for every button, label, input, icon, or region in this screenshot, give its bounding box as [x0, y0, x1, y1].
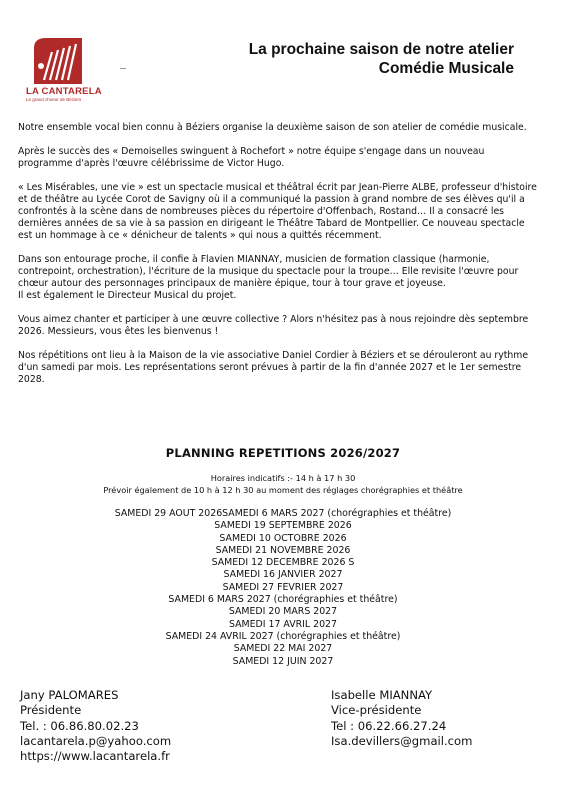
date-item: SAMEDI 6 MARS 2027 (chorégraphies et théâtre) — [168, 594, 398, 606]
contact-phone: Tel. : 06.86.80.02.23 — [20, 718, 139, 733]
date-item: SAMEDI 12 JUIN 2027 — [232, 655, 334, 667]
contact-president — [20, 688, 171, 764]
body-text — [18, 122, 540, 398]
hours-line: Horaires indicatifs :- 14 h à 17 h 30 — [210, 473, 356, 483]
divider — [120, 68, 126, 69]
page-title — [249, 40, 514, 78]
rehearsal-dates — [0, 508, 566, 668]
paragraph-composer — [18, 254, 540, 302]
paragraph-intro: Notre ensemble vocal bien connu à Béziers organise la deuxième saison de son atelier de comédie musicale. — [18, 122, 527, 133]
paragraph-author: « Les Misérables, une vie » est un spectacle musical et théâtral écrit par Jean-Pierre ALBE, professeur d'histoire et de théâtre au Lycée Corot de Savigny où il a communiqué la passion à grand nombre de ses élèves qu'il a confrontés à la scène dans de nombreuses pièces du répertoire d'Offenbach, Rostand… Il a consacré les dernières années de sa vie à sa passion en dirigeant le Théâtre Tabard de Montpellier. Ce nouveau spectacle est un hommage à ce « dénicheur de talents » qui nous a quittés récemment. — [18, 182, 537, 241]
date-item: SAMEDI 27 FEVRIER 2027 — [222, 581, 344, 593]
title-line-1: La prochaine saison de notre atelier — [248, 41, 514, 58]
cantarela-logo-mark — [30, 36, 82, 84]
date-item: SAMEDI 22 MAI 2027 — [233, 643, 333, 655]
contact-vice-president — [331, 688, 472, 749]
date-item: SAMEDI 24 AVRIL 2027 (chorégraphies et théâtre) — [165, 630, 401, 642]
date-item: SAMEDI 21 NOVEMBRE 2026 — [215, 544, 351, 556]
date-item: SAMEDI 10 OCTOBRE 2026 — [219, 532, 347, 544]
contact-email: lacantarela.p@yahoo.com — [20, 733, 172, 748]
planning-title: PLANNING REPETITIONS 2026/2027 — [165, 446, 401, 460]
paragraph-composer-director: Il est également le Directeur Musical du projet. — [18, 290, 237, 301]
paragraph-invitation: Vous aimez chanter et participer à une œuvre collective ? Alors n'hésitez pas à nous rejoindre dès septembre 2026. Messieurs, vous êtes les bienvenus ! — [18, 314, 529, 337]
date-item: SAMEDI 29 AOUT 2026SAMEDI 6 MARS 2027 (chorégraphies et théâtre) — [114, 508, 452, 519]
date-item: SAMEDI 19 SEPTEMBRE 2026 — [214, 520, 352, 532]
title-line-2: Comédie Musicale — [378, 60, 514, 77]
date-item: SAMEDI 17 AVRIL 2027 — [229, 618, 337, 630]
logo-name: LA CANTARELA — [26, 86, 102, 97]
planning-section — [0, 446, 566, 668]
contact-website: https://www.lacantarela.fr — [20, 749, 170, 764]
contact-name: Jany PALOMARES — [20, 688, 119, 702]
contact-role: Vice-présidente — [331, 703, 422, 718]
contact-phone: Tel : 06.22.66.27.24 — [331, 718, 447, 733]
date-item: SAMEDI 16 JANVIER 2027 — [223, 569, 343, 581]
planning-hours — [0, 472, 566, 496]
contact-role: Présidente — [20, 703, 82, 718]
logo-subtitle: Le grand choeur de Béziers — [26, 97, 82, 102]
date-item: SAMEDI 20 MARS 2027 — [228, 606, 338, 618]
date-item: SAMEDI 12 DECEMBRE 2026 S — [211, 557, 355, 569]
contact-name: Isabelle MIANNAY — [331, 688, 433, 702]
paragraph-previous-show: Après le succès des « Demoiselles swinguent à Rochefort » notre équipe s'engage dans un nouveau programme d'après l'œuvre célébrissime de Victor Hugo. — [18, 146, 485, 169]
paragraph-composer-text: Dans son entourage proche, il confie à Flavien MIANNAY, musicien de formation classique (harmonie, contrepoint, orchestration), l'écriture de la musique du spectacle pour la troupe… Elle revisite l'œuvre pour chœur autour des personnages principaux de manière épique, tour à tour grave et joyeuse. — [18, 254, 519, 289]
hours-note: Prévoir également de 10 h à 12 h 30 au moment des réglages chorégraphies et théâtre — [103, 485, 463, 495]
logo — [26, 36, 108, 102]
contact-email: Isa.devillers@gmail.com — [331, 733, 473, 748]
paragraph-rehearsals: Nos répétitions ont lieu à la Maison de la vie associative Daniel Cordier à Béziers et se dérouleront au rythme d'un samedi par mois. Les représentations seront prévues à partir de la fin d'année 2027 et le 1er semestre 2028. — [18, 350, 529, 385]
